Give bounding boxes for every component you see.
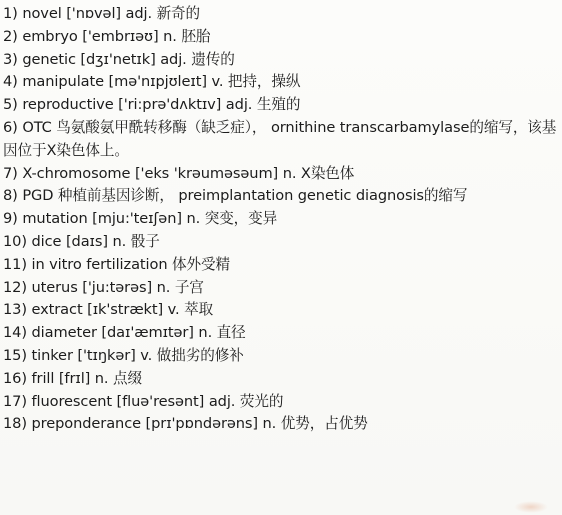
vocab-item-x-chromosome: 7) X-chromosome ['eks 'krəuməsəum] n. X染色体 <box>3 164 355 182</box>
page-smudge <box>514 501 548 513</box>
vocab-item-embryo: 2) embryo ['embrɪəʊ] n. 胚胎 <box>3 27 211 45</box>
vocab-item-extract: 13) extract [ɪk'strækt] v. 萃取 <box>3 301 214 319</box>
vocab-item-genetic: 3) genetic [dʒɪ'netɪk] adj. 遗传的 <box>3 50 235 68</box>
vocab-item-in-vitro-fertilization: 11) in vitro fertilization 体外受精 <box>3 255 230 273</box>
vocab-item-pgd: 8) PGD 种植前基因诊断， preimplantation genetic diagnosis的缩写 <box>3 187 468 205</box>
vocab-item-novel: 1) novel ['nɒvəl] adj. 新奇的 <box>3 5 201 22</box>
vocab-item-fluorescent: 17) fluorescent [fluə'resənt] adj. 荧光的 <box>3 392 284 410</box>
vocab-item-otc: 6) OTC 鸟氨酸氨甲酰转移酶（缺乏症）， ornithine transcarbamylase的缩写，该基因位于X染色体上。 <box>3 118 557 159</box>
vocab-item-mutation: 9) mutation [mju:'teɪʃən] n. 突变，变异 <box>3 210 278 228</box>
vocab-item-frill: 16) frill [frɪl] n. 点缀 <box>3 369 142 387</box>
vocab-item-dice: 10) dice [daɪs] n. 骰子 <box>3 232 160 250</box>
vocab-item-tinker: 15) tinker ['tɪŋkər] v. 做拙劣的修补 <box>3 346 244 364</box>
vocab-item-preponderance: 18) preponderance [prɪ'pɒndərəns] n. 优势，占优势 <box>3 415 368 433</box>
vocabulary-list <box>3 3 559 436</box>
vocab-item-diameter: 14) diameter [daɪ'æmɪtər] n. 直径 <box>3 324 246 342</box>
vocab-item-uterus: 12) uterus ['ju:tərəs] n. 子宫 <box>3 278 204 296</box>
vocab-item-manipulate: 4) manipulate [mə'nɪpjʊleɪt] v. 把持，操纵 <box>3 73 301 91</box>
vocab-item-reproductive: 5) reproductive ['ri:prə'dʌktɪv] adj. 生殖的 <box>3 96 301 114</box>
